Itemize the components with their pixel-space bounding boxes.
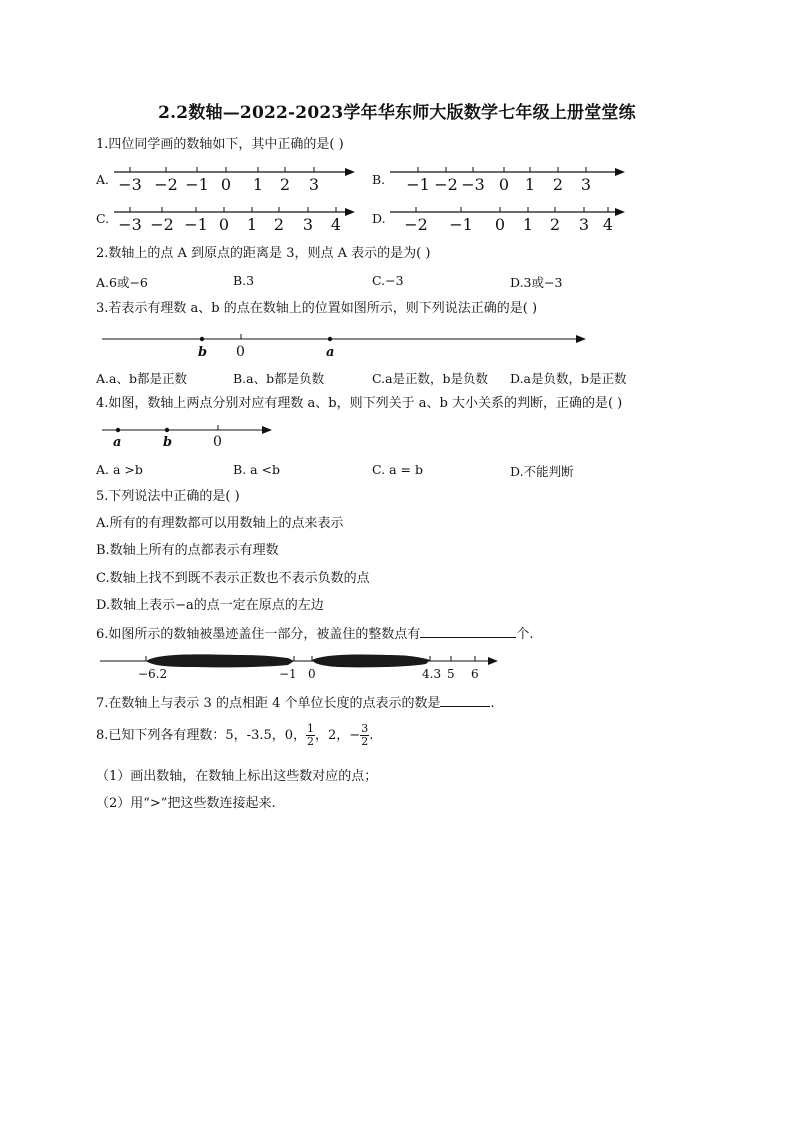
q1-axis-tick-label: 4: [602, 215, 614, 234]
q1-axis-tick-label: 0: [494, 215, 506, 234]
q4-point-a: [116, 428, 120, 432]
q6-label-5: 5: [447, 667, 455, 681]
q8-frac2-den: 2: [361, 735, 369, 748]
q1-axis-tick-label: 1: [524, 175, 536, 194]
q8-stem-end: .: [369, 728, 374, 743]
q1-option-c-axis: [112, 200, 357, 236]
q4-number-line: [100, 420, 280, 452]
q6-answer-blank: [420, 625, 516, 638]
q4-option-d: D.不能判断: [510, 464, 574, 479]
q6-stem-text: 6.如图所示的数轴被墨迹盖住一部分，被盖住的整数点有: [96, 627, 421, 642]
question-5-stem: 5.下列说法中正确的是( ): [96, 489, 240, 504]
q1-axis-tick-label: 3: [302, 215, 314, 234]
q1-axis-tick-label: 4: [330, 215, 342, 234]
q2-option-b: B.3: [233, 273, 255, 288]
question-6-stem: [96, 625, 534, 643]
q3-option-b: B.a、b都是负数: [233, 371, 325, 386]
q1-axis-tick-label: 1: [522, 215, 534, 234]
q1-axis-tick-label: 3: [580, 175, 592, 194]
q6-number-line: [98, 649, 502, 681]
question-8-stem: [96, 722, 373, 750]
q1-axis-tick-label: 2: [273, 215, 285, 234]
q7-stem-tail: .: [490, 696, 495, 711]
q3-label-0: 0: [236, 344, 245, 360]
q8-fraction-three-halves: [360, 723, 369, 748]
q6-ink-blot-right: [312, 655, 430, 668]
q2-option-a: A.6或−6: [96, 275, 148, 290]
question-7-stem: [96, 694, 495, 712]
q1-option-a-label: A.: [96, 172, 110, 187]
q1-option-b-axis: [388, 160, 628, 196]
q1-axis-tick-label: 0: [220, 175, 232, 194]
q8-frac2-num: 3: [361, 722, 369, 735]
question-4-stem: 4.如图，数轴上两点分别对应有理数 a、b，则下列关于 a、b 大小关系的判断，正确的是( ): [96, 396, 623, 411]
q3-label-a: a: [326, 345, 335, 360]
q5-option-c: C.数轴上找不到既不表示正数也不表示负数的点: [96, 571, 370, 586]
q1-axis-tick-label: −1: [185, 175, 209, 194]
q1-axis-tick-label: −1: [449, 215, 473, 234]
q1-option-a-axis: [112, 160, 357, 196]
q1-axis-tick-label: 1: [246, 215, 258, 234]
q1-option-b-label: B.: [372, 172, 386, 187]
q6-ink-blot-left: [146, 654, 294, 667]
q6-label-4-3: 4.3: [422, 667, 442, 681]
q4-label-0: 0: [213, 434, 222, 450]
q6-stem-tail: 个.: [516, 627, 534, 642]
q8-frac1-num: 1: [307, 722, 315, 735]
q7-stem-text: 7.在数轴上与表示 3 的点相距 4 个单位长度的点表示的数是: [96, 696, 441, 711]
q8-stem-text: 8.已知下列各有理数：5，-3.5，0，: [96, 728, 307, 743]
q3-option-d: D.a是负数，b是正数: [510, 371, 627, 386]
q3-option-a: A.a、b都是正数: [96, 371, 187, 386]
q1-axis-tick-label: 0: [218, 215, 230, 234]
q1-option-c-label: C.: [96, 211, 110, 226]
q1-axis-tick-label: 2: [549, 215, 561, 234]
q1-axis-tick-label: −2: [434, 175, 458, 194]
question-3-stem: 3.若表示有理数 a、b 的点在数轴上的位置如图所示，则下列说法正确的是( ): [96, 301, 538, 316]
q1-axis-tick-label: 1: [252, 175, 264, 194]
q1-axis-tick-label: 3: [308, 175, 320, 194]
q1-option-d-label: D.: [372, 211, 386, 226]
q8-subquestion-2: （2）用“>”把这些数连接起来.: [96, 796, 276, 811]
q4-label-a: a: [113, 435, 122, 450]
q1-axis-tick-label: −2: [154, 175, 178, 194]
q8-stem-mid: ，2，−: [315, 728, 361, 743]
q4-label-b: b: [163, 435, 173, 450]
q1-axis-tick-label: −3: [461, 175, 485, 194]
page-title: 2.2数轴—2022-2023学年华东师大版数学七年级上册堂堂练: [158, 103, 636, 123]
q7-answer-blank: [440, 694, 490, 707]
q1-axis-tick-label: 2: [279, 175, 291, 194]
q5-option-a: A.所有的有理数都可以用数轴上的点来表示: [96, 516, 344, 531]
q1-axis-tick-label: 0: [498, 175, 510, 194]
q4-option-b: B. a <b: [233, 462, 281, 477]
q6-label-0: 0: [308, 667, 316, 681]
q1-axis-tick-label: −3: [118, 175, 142, 194]
q1-axis-tick-label: −2: [150, 215, 174, 234]
q1-axis-tick-label: 2: [552, 175, 564, 194]
q3-label-b: b: [198, 345, 208, 360]
q6-label-minus-6-2: −6.2: [138, 667, 168, 681]
q5-option-b: B.数轴上所有的点都表示有理数: [96, 543, 279, 558]
q3-point-a: [328, 337, 332, 341]
q8-subquestion-1: （1）画出数轴，在数轴上标出这些数对应的点；: [96, 769, 378, 784]
q6-label-minus-1: −1: [279, 667, 297, 681]
q6-label-6: 6: [471, 667, 479, 681]
q4-point-b: [165, 428, 169, 432]
q3-option-c: C.a是正数，b是负数: [372, 371, 489, 386]
q2-option-c: C.−3: [372, 273, 404, 288]
q3-point-b: [200, 337, 204, 341]
q8-frac1-den: 2: [307, 735, 315, 748]
q4-option-c: C. a = b: [372, 462, 423, 477]
question-2-stem: 2.数轴上的点 A 到原点的距离是 3，则点 A 表示的是为( ): [96, 246, 431, 261]
q1-axis-tick-label: −1: [406, 175, 430, 194]
question-1-stem: 1.四位同学画的数轴如下，其中正确的是( ): [96, 137, 344, 152]
q1-axis-tick-label: −2: [404, 215, 428, 234]
q1-axis-tick-label: −3: [118, 215, 142, 234]
q8-fraction-half: [306, 723, 315, 748]
q1-axis-tick-label: −1: [184, 215, 208, 234]
q3-number-line: [100, 328, 590, 362]
q2-option-d: D.3或−3: [510, 275, 563, 290]
q4-option-a: A. a >b: [96, 462, 143, 477]
q1-option-d-axis: [388, 200, 628, 236]
q1-axis-tick-label: 3: [578, 215, 590, 234]
q5-option-d: D.数轴上表示−a的点一定在原点的左边: [96, 598, 324, 613]
